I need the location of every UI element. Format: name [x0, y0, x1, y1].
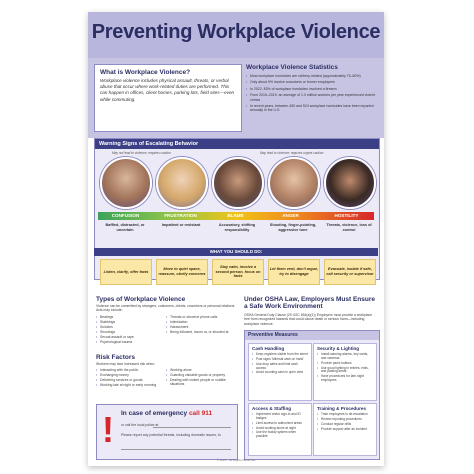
face-hostility-photo — [324, 157, 376, 209]
list-item: • Working alone — [166, 368, 236, 372]
stats-heading: Workplace Violence Statistics — [246, 64, 338, 71]
stage-label: CONFUSION — [111, 213, 140, 218]
prevention-box-title: Cash Handling — [252, 346, 285, 351]
prevention-box-access — [248, 403, 312, 456]
prevention-box-title: Security & Lighting — [317, 346, 360, 351]
list-item: • Keep registers visible from the street — [252, 353, 308, 357]
stage-behavior: Shouting, finger-pointing, aggressive tone — [269, 223, 317, 232]
emergency-sub: or call the local police at — [121, 423, 159, 427]
list-item: • Harassment — [166, 325, 236, 329]
exclamation-icon: ! — [102, 409, 114, 450]
prevention-box-title: Training & Procedures — [317, 406, 367, 411]
page-title: Preventing Workplace Violence — [91, 21, 381, 43]
stage-action: Stay calm, involve a second person, focus on facts — [212, 259, 264, 285]
list-item: • Delivering services or goods — [96, 378, 166, 382]
list-item: • Train employees in de-escalation — [317, 413, 373, 417]
types-desc: Violence can be committed by strangers, customers, clients, coworkers or personal relations. Acts may include: — [96, 304, 236, 313]
list-item: • Use the buddy system when possible — [252, 431, 308, 439]
list-item: • Avoid working alone at night — [252, 427, 308, 431]
list-item: • Provide panic buttons — [317, 362, 373, 366]
what-to-do-bar: WHAT YOU SHOULD DO: — [94, 248, 378, 256]
stage-action: Listen, clarify, offer facts — [100, 259, 152, 285]
face-frustration-photo — [156, 157, 208, 209]
stats-section — [246, 64, 380, 115]
list-item: • Stabbings — [96, 320, 166, 324]
list-item: • Use drop safes and limit cash access — [252, 363, 308, 371]
list-item: • Psychological trauma — [96, 340, 166, 344]
types-heading: Types of Workplace Violence — [96, 296, 186, 303]
list-item: • Sexual assault or rape — [96, 335, 166, 339]
stage-action: Move to quiet space, reassure, clarify concerns — [156, 259, 208, 285]
list-item: • Shootings — [96, 330, 166, 334]
warning-sub-right: May lead to violence; requires urgent caution — [260, 151, 324, 155]
what-heading: What is Workplace Violence? — [100, 69, 191, 76]
list-item: • Use good lighting in entries, exits, and parking areas — [317, 367, 373, 375]
prevention-box-training — [313, 403, 377, 456]
list-item: • Beatings — [96, 315, 166, 319]
list-item: • Avoid counting cash in open view — [252, 371, 308, 375]
list-item: • Conduct regular drills — [317, 423, 373, 427]
osha-heading: Under OSHA Law, Employers Must Ensure a Safe Work Environment — [244, 296, 375, 311]
face-blame-photo — [212, 157, 264, 209]
fill-in-line — [153, 427, 231, 428]
osha-text: OSHA General Duty Clause (29 USC 654(a)(1)) Employers must provide a workplace free from recognized hazards that could cause death or serious harm—including workplace violence. — [244, 312, 373, 326]
list-item: • Guarding valuable goods or property — [166, 373, 236, 377]
footer-text: © 2025 · All Rights Reserved — [216, 458, 256, 462]
prevention-box-title: Access & Staffing — [252, 406, 292, 411]
stat-item: • From 2015–2019, an average of 1.3 million workers per year experienced violent crimes — [246, 93, 380, 102]
warning-heading: Warning Signs of Escalating Behavior — [95, 139, 379, 149]
list-item: • Install warning alarms, key cards, and cameras — [317, 353, 373, 361]
prevention-box-cash — [248, 343, 312, 401]
emergency-text: Please report any potential threats, including domestic issues, to — [121, 433, 221, 437]
risk-heading: Risk Factors — [96, 354, 136, 361]
face-anger-photo — [268, 157, 320, 209]
stage-label: BLAME — [227, 213, 244, 218]
emergency-heading: In case of emergency call 911 — [121, 410, 213, 417]
what-is-box — [94, 64, 242, 132]
list-item: • Threats or obscene phone calls — [166, 315, 236, 319]
stage-label: ANGER — [282, 213, 299, 218]
poster — [88, 12, 384, 466]
what-text: Workplace violence includes physical assault, threats, or verbal abuse that occur where work-related duties are performed. This can happen in offices, client homes, parking lots, field sites—even while commuting. — [100, 78, 235, 102]
prevention-box-security — [313, 343, 377, 401]
stage-label: HOSTILITY — [334, 213, 359, 218]
list-item: • Suicides — [96, 325, 166, 329]
prevention-heading: Preventive Measures — [245, 331, 379, 340]
list-item: • Post signs 'Minimal cash on hand' — [252, 358, 308, 362]
stage-behavior: Impatient or resistant — [161, 223, 201, 227]
list-item: • Interacting with the public — [96, 368, 166, 372]
stage-behavior: Threats, violence, loss of control — [326, 223, 372, 232]
list-item: • Intimidation — [166, 320, 236, 324]
list-item: • Implement visitor sign-in and ID badges — [252, 413, 308, 421]
list-item: • Dealing with violent people or volatile situations — [166, 378, 236, 386]
stage-label: FRUSTRATION — [164, 213, 197, 218]
list-item: • Review reporting procedures — [317, 418, 373, 422]
list-item: • Have procedures for late-night employees — [317, 375, 373, 383]
fill-in-line — [121, 449, 231, 450]
stat-item: • In recent years, between 450 and 524 workplace homicides have been reported annually in the U.S. — [246, 104, 380, 113]
stage-action: Evacuate, isolate if safe, call security or supervisor — [324, 259, 376, 285]
emergency-number: call 911 — [188, 410, 213, 417]
stat-item: • Most workplace homicides are robbery-related (approximately 75–80%) — [246, 74, 380, 78]
emergency-box — [96, 404, 238, 460]
list-item: • Provide support after an incident — [317, 428, 373, 432]
osha-section — [244, 296, 378, 326]
list-item: • Limit access to authorized areas — [252, 422, 308, 426]
risk-section — [96, 354, 236, 388]
stage-action: Let them vent, don't argue, try to disengage — [268, 259, 320, 285]
stage-behavior: Accusatory, shifting responsibility — [218, 223, 256, 232]
risk-desc: Workers may face increased risk when: — [96, 362, 156, 366]
list-item: • Exchanging money — [96, 373, 166, 377]
stage-behavior: Baffled, distracted, or uncertain — [105, 223, 145, 232]
face-confusion-photo — [100, 157, 152, 209]
list-item: • Being followed, sworn at, or shouted at — [166, 330, 236, 334]
types-section — [96, 296, 236, 345]
stat-item: • Only about 9% involve coworkers or former employees — [246, 80, 380, 84]
list-item: • Working late at night or early morning — [96, 383, 166, 387]
stat-item: • In 2022, 83% of workplace homicides involved a firearm — [246, 87, 380, 91]
warning-sub-left: May not lead to violence; requires caution — [112, 151, 171, 155]
